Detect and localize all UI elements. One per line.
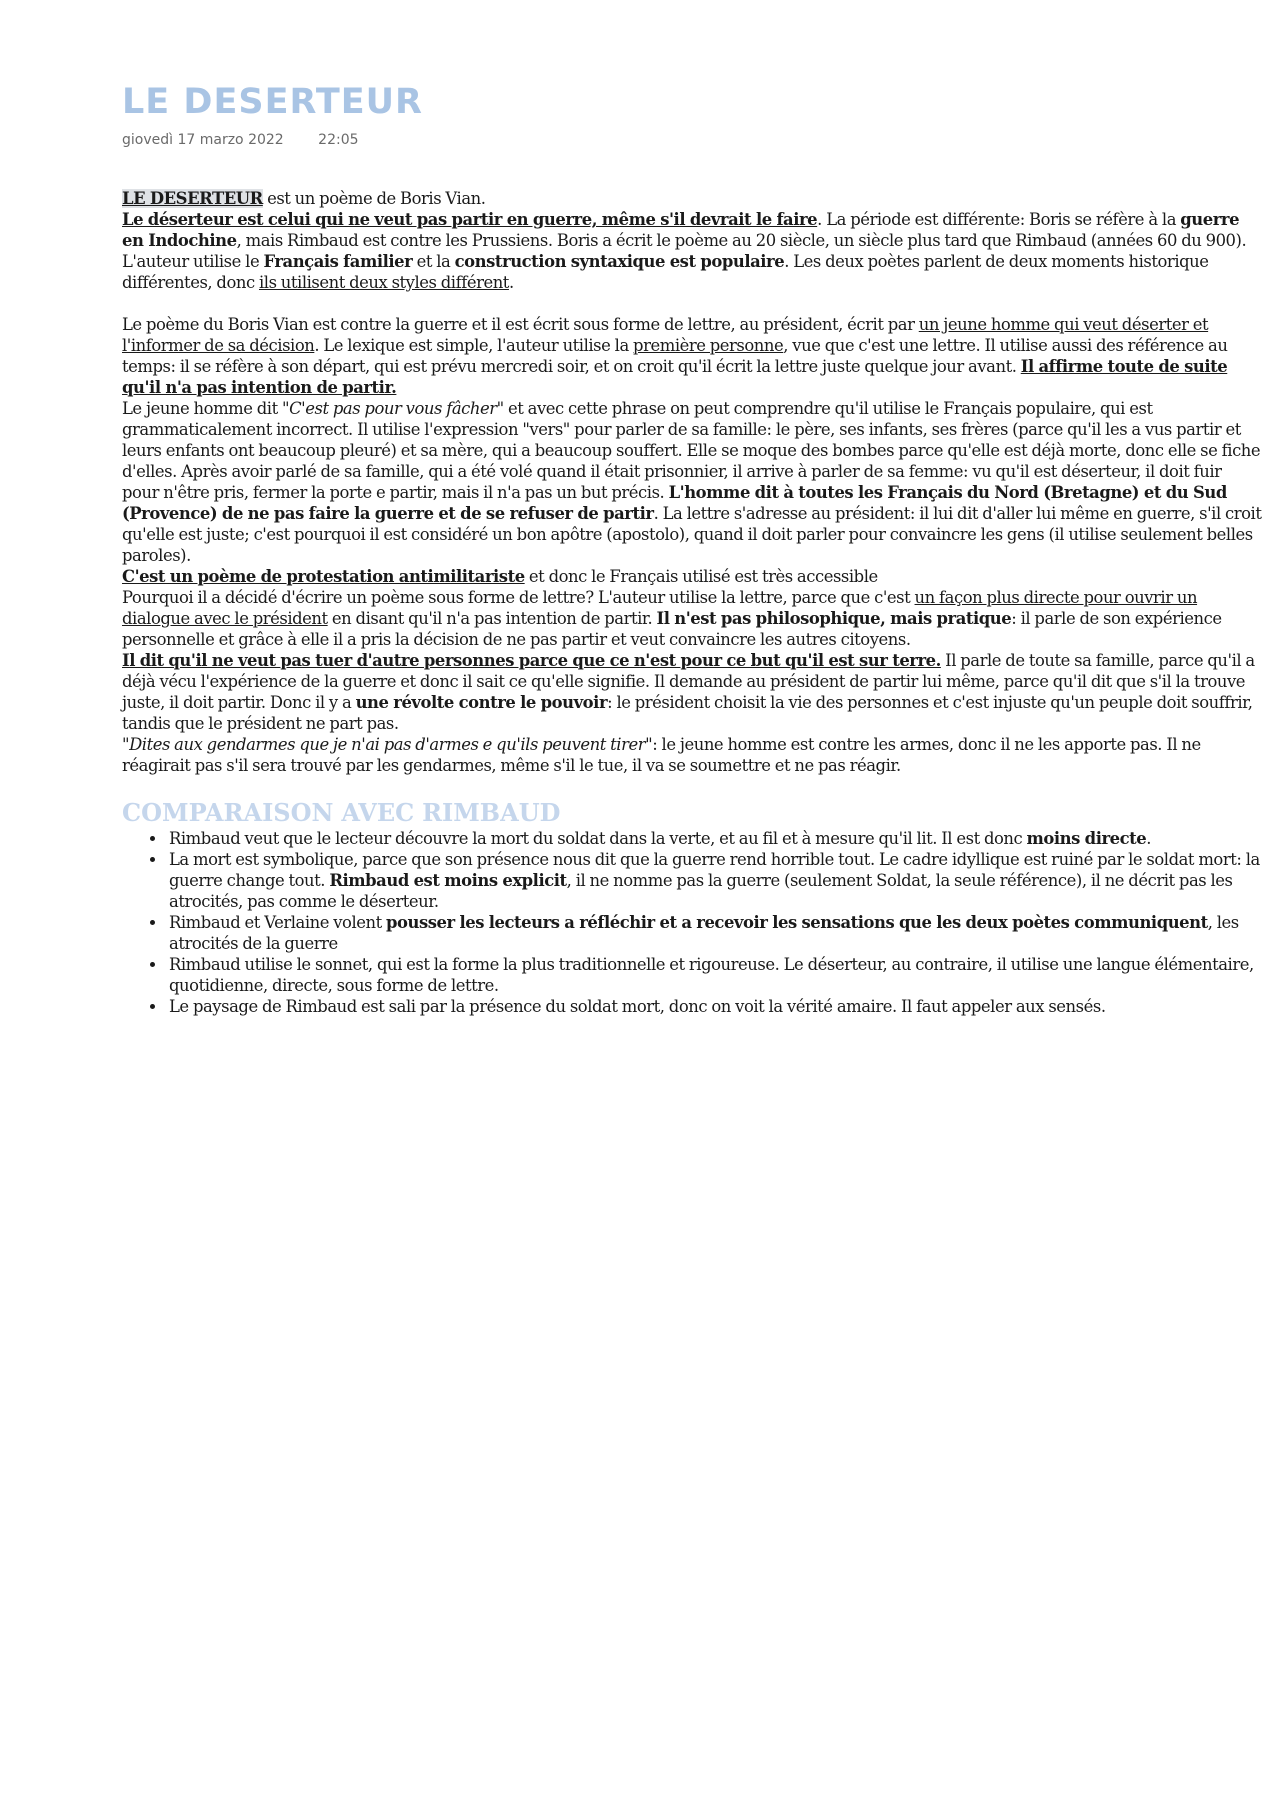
note-page <box>122 80 1262 1017</box>
paragraph-style <box>122 251 1262 293</box>
paragraph-family <box>122 398 1262 566</box>
paragraph-gap <box>122 293 1262 314</box>
text-run: " et avec cette phrase on peut comprendre qu'il utilise le Français populaire, qui est grammaticalement incorrect. Il utilise l'expression "vers" pour parler de sa famille: le père, ses infants, ses frères (parce qu'il les a vus partir et leurs enfants ont beaucoup pleuré) et sa mère, qui a beaucoup souffert. Elle se moque des bombes parce qu'elle est déjà morte, donc elle se fiche d'elles. Après avoir parlé de sa famille, qui a été volé quand il était prisonnier, il arrive à parler de sa femme: vu qu'il est déserteur, il doit fuir pour n'être pris, fermer la porte e partir, mais il n'a pas un but précis. <box>122 399 1261 502</box>
text-run: . La lettre s'adresse au président: il lui dit d'aller lui même en guerre, s'il croit qu'elle est juste; c'est pourquoi il est considéré un bon apôtre (apostolo), quand il doit parler pour convaincre les gens (il utilise seulement belles paroles). <box>122 504 1262 565</box>
list-item <box>167 849 1262 912</box>
page-meta <box>122 130 1262 150</box>
text-run-italic: C'est pas pour vous fâcher <box>289 399 497 418</box>
text-run: . <box>508 273 514 292</box>
page-time: 22:05 <box>318 132 359 148</box>
text-run: Le jeune homme dit " <box>122 399 290 418</box>
paragraph-intro <box>122 188 1262 209</box>
text-run-underline: un façon plus directe pour ouvrir un dialogue avec le président <box>122 588 1198 628</box>
paragraph-why-letter <box>122 587 1262 650</box>
text-run: . Le lexique est simple, l'auteur utilise la <box>314 336 634 355</box>
text-run-bold: construction syntaxique est populaire <box>454 252 785 271</box>
list-item <box>167 828 1262 849</box>
text-run-underline: première personne <box>633 336 784 355</box>
page-date: giovedì 17 marzo 2022 <box>122 132 284 148</box>
comparison-list <box>122 828 1262 1017</box>
text-run-bold: moins directe <box>1026 829 1147 848</box>
text-run: Rimbaud et Verlaine volent <box>169 913 387 932</box>
list-item <box>167 912 1262 954</box>
text-run-bold: pousser les lecteurs a réfléchir et a recevoir les sensations que les deux poètes communiquent <box>386 913 1208 932</box>
text-run: et la <box>412 252 455 271</box>
text-run: Il parle de toute sa famille, parce qu'il a déjà vécu l'expérience de la guerre et donc il sait ce qu'elle signifie. Il demande au président de partir lui même, parce qu'il dit que s'il la trouve juste, il doit partir. Donc il y a <box>122 651 1255 712</box>
text-run: , mais Rimbaud est contre les Prussiens. Boris a écrit le poème au 20 siècle, un siècle plus tard que Rimbaud (années 60 du 900). <box>236 231 1247 250</box>
text-run: , il ne nomme pas la guerre (seulement Soldat, la seule référence), il ne décrit pas les atrocités, pas comme le déserteur. <box>169 871 1233 911</box>
text-run: , les atrocités de la guerre <box>169 913 1239 953</box>
text-run-emphasis: Il dit qu'il ne veut pas tuer d'autre personnes parce que ce n'est pour ce but qu'il est sur terre. <box>122 651 941 670</box>
text-run-underline: ils utilisent deux styles différent <box>258 273 509 292</box>
paragraph-protest <box>122 566 1262 587</box>
paragraph-definition <box>122 209 1262 251</box>
text-run-underline: un jeune homme qui veut déserter et l'informer de sa décision <box>122 315 1209 355</box>
text-run: L'auteur utilise le <box>122 252 264 271</box>
text-run: La mort est symbolique, parce que son présence nous dit que la guerre rend horrible tout. Le cadre idyllique est ruiné par le soldat mort: la guerre change tout. <box>169 850 1260 890</box>
text-run: Le poème du Boris Vian est contre la guerre et il est écrit sous forme de lettre, au président, écrit par <box>122 315 919 334</box>
text-run: : le président choisit la vie des personnes et c'est injuste qu'un peuple doit souffrir, tandis que le président ne part pas. <box>122 693 1253 733</box>
text-run-bold: une révolte contre le pouvoir <box>355 693 608 712</box>
paragraph-revolt <box>122 650 1262 734</box>
text-run: : il parle de son expérience personnelle et grâce à elle il a pris la décision de ne pas partir et veut convaincre les autres citoyens. <box>122 609 1222 649</box>
note-body <box>122 188 1262 1017</box>
text-run: . Les deux poètes parlent de deux moments historique différentes, donc <box>122 252 1209 292</box>
text-run: Pourquoi il a décidé d'écrire un poème sous forme de lettre? L'auteur utilise la lettre, parce que c'est <box>122 588 915 607</box>
text-run-emphasis: C'est un poème de protestation antimilitariste <box>122 567 525 586</box>
text-run: Rimbaud utilise le sonnet, qui est la forme la plus traditionnelle et rigoureuse. Le déserteur, au contraire, il utilise une langue élémentaire, quotidienne, directe, sous forme de lettre. <box>169 955 1254 995</box>
section-heading-comparison: COMPARAISON AVEC RIMBAUD <box>122 798 561 827</box>
page-title: LE DESERTEUR <box>122 82 424 122</box>
text-run-bold: Il n'est pas philosophique, mais pratique <box>656 609 1012 628</box>
list-item <box>167 954 1262 996</box>
paragraph-letter <box>122 314 1262 398</box>
text-run: et donc le Français utilisé est très accessible <box>524 567 878 586</box>
text-run: Rimbaud veut que le lecteur découvre la mort du soldat dans la verte, et au fil et à mesure qu'il lit. Il est donc <box>169 829 1027 848</box>
text-run-bold: L'homme dit à toutes les Français du Nord (Bretagne) et du Sud (Provence) de ne pas faire la guerre et de se refuser de partir <box>122 483 1227 523</box>
text-run-emphasis: Il affirme toute de suite qu'il n'a pas intention de partir. <box>122 357 1228 397</box>
paragraph-gendarmes <box>122 734 1262 776</box>
text-run: . La période est différente: Boris se réfère à la <box>817 210 1181 229</box>
text-run: . <box>1146 829 1152 848</box>
text-run-italic: "Dites aux gendarmes que je n'ai pas d'armes e qu'ils peuvent tirer <box>122 735 646 754</box>
text-run: ": le jeune homme est contre les armes, donc il ne les apporte pas. Il ne réagirait pas s'il sera trouvé par les gendarmes, même s'il le tue, il va se soumettre et ne pas réagir. <box>122 735 1201 775</box>
text-run-bold: Français familier <box>263 252 413 271</box>
text-run: en disant qu'il n'a pas intention de partir. <box>327 609 657 628</box>
poem-title-highlight: LE DESERTEUR <box>122 189 263 208</box>
list-item <box>167 996 1262 1017</box>
text-run: est un poème de Boris Vian. <box>262 189 486 208</box>
text-run-emphasis: Le déserteur est celui qui ne veut pas partir en guerre, même s'il devrait le faire <box>122 210 818 229</box>
text-run-bold: Rimbaud est moins explicit <box>329 871 567 890</box>
text-run-bold: guerre en Indochine <box>122 210 1240 250</box>
text-run: Le paysage de Rimbaud est sali par la présence du soldat mort, donc on voit la vérité amaire. Il faut appeler aux sensés. <box>169 997 1106 1016</box>
text-run: , vue que c'est une lettre. Il utilise aussi des référence au temps: il se réfère à son départ, qui est prévu mercredi soir, et on croit qu'il écrit la lettre juste quelque jour avant. <box>122 336 1228 376</box>
